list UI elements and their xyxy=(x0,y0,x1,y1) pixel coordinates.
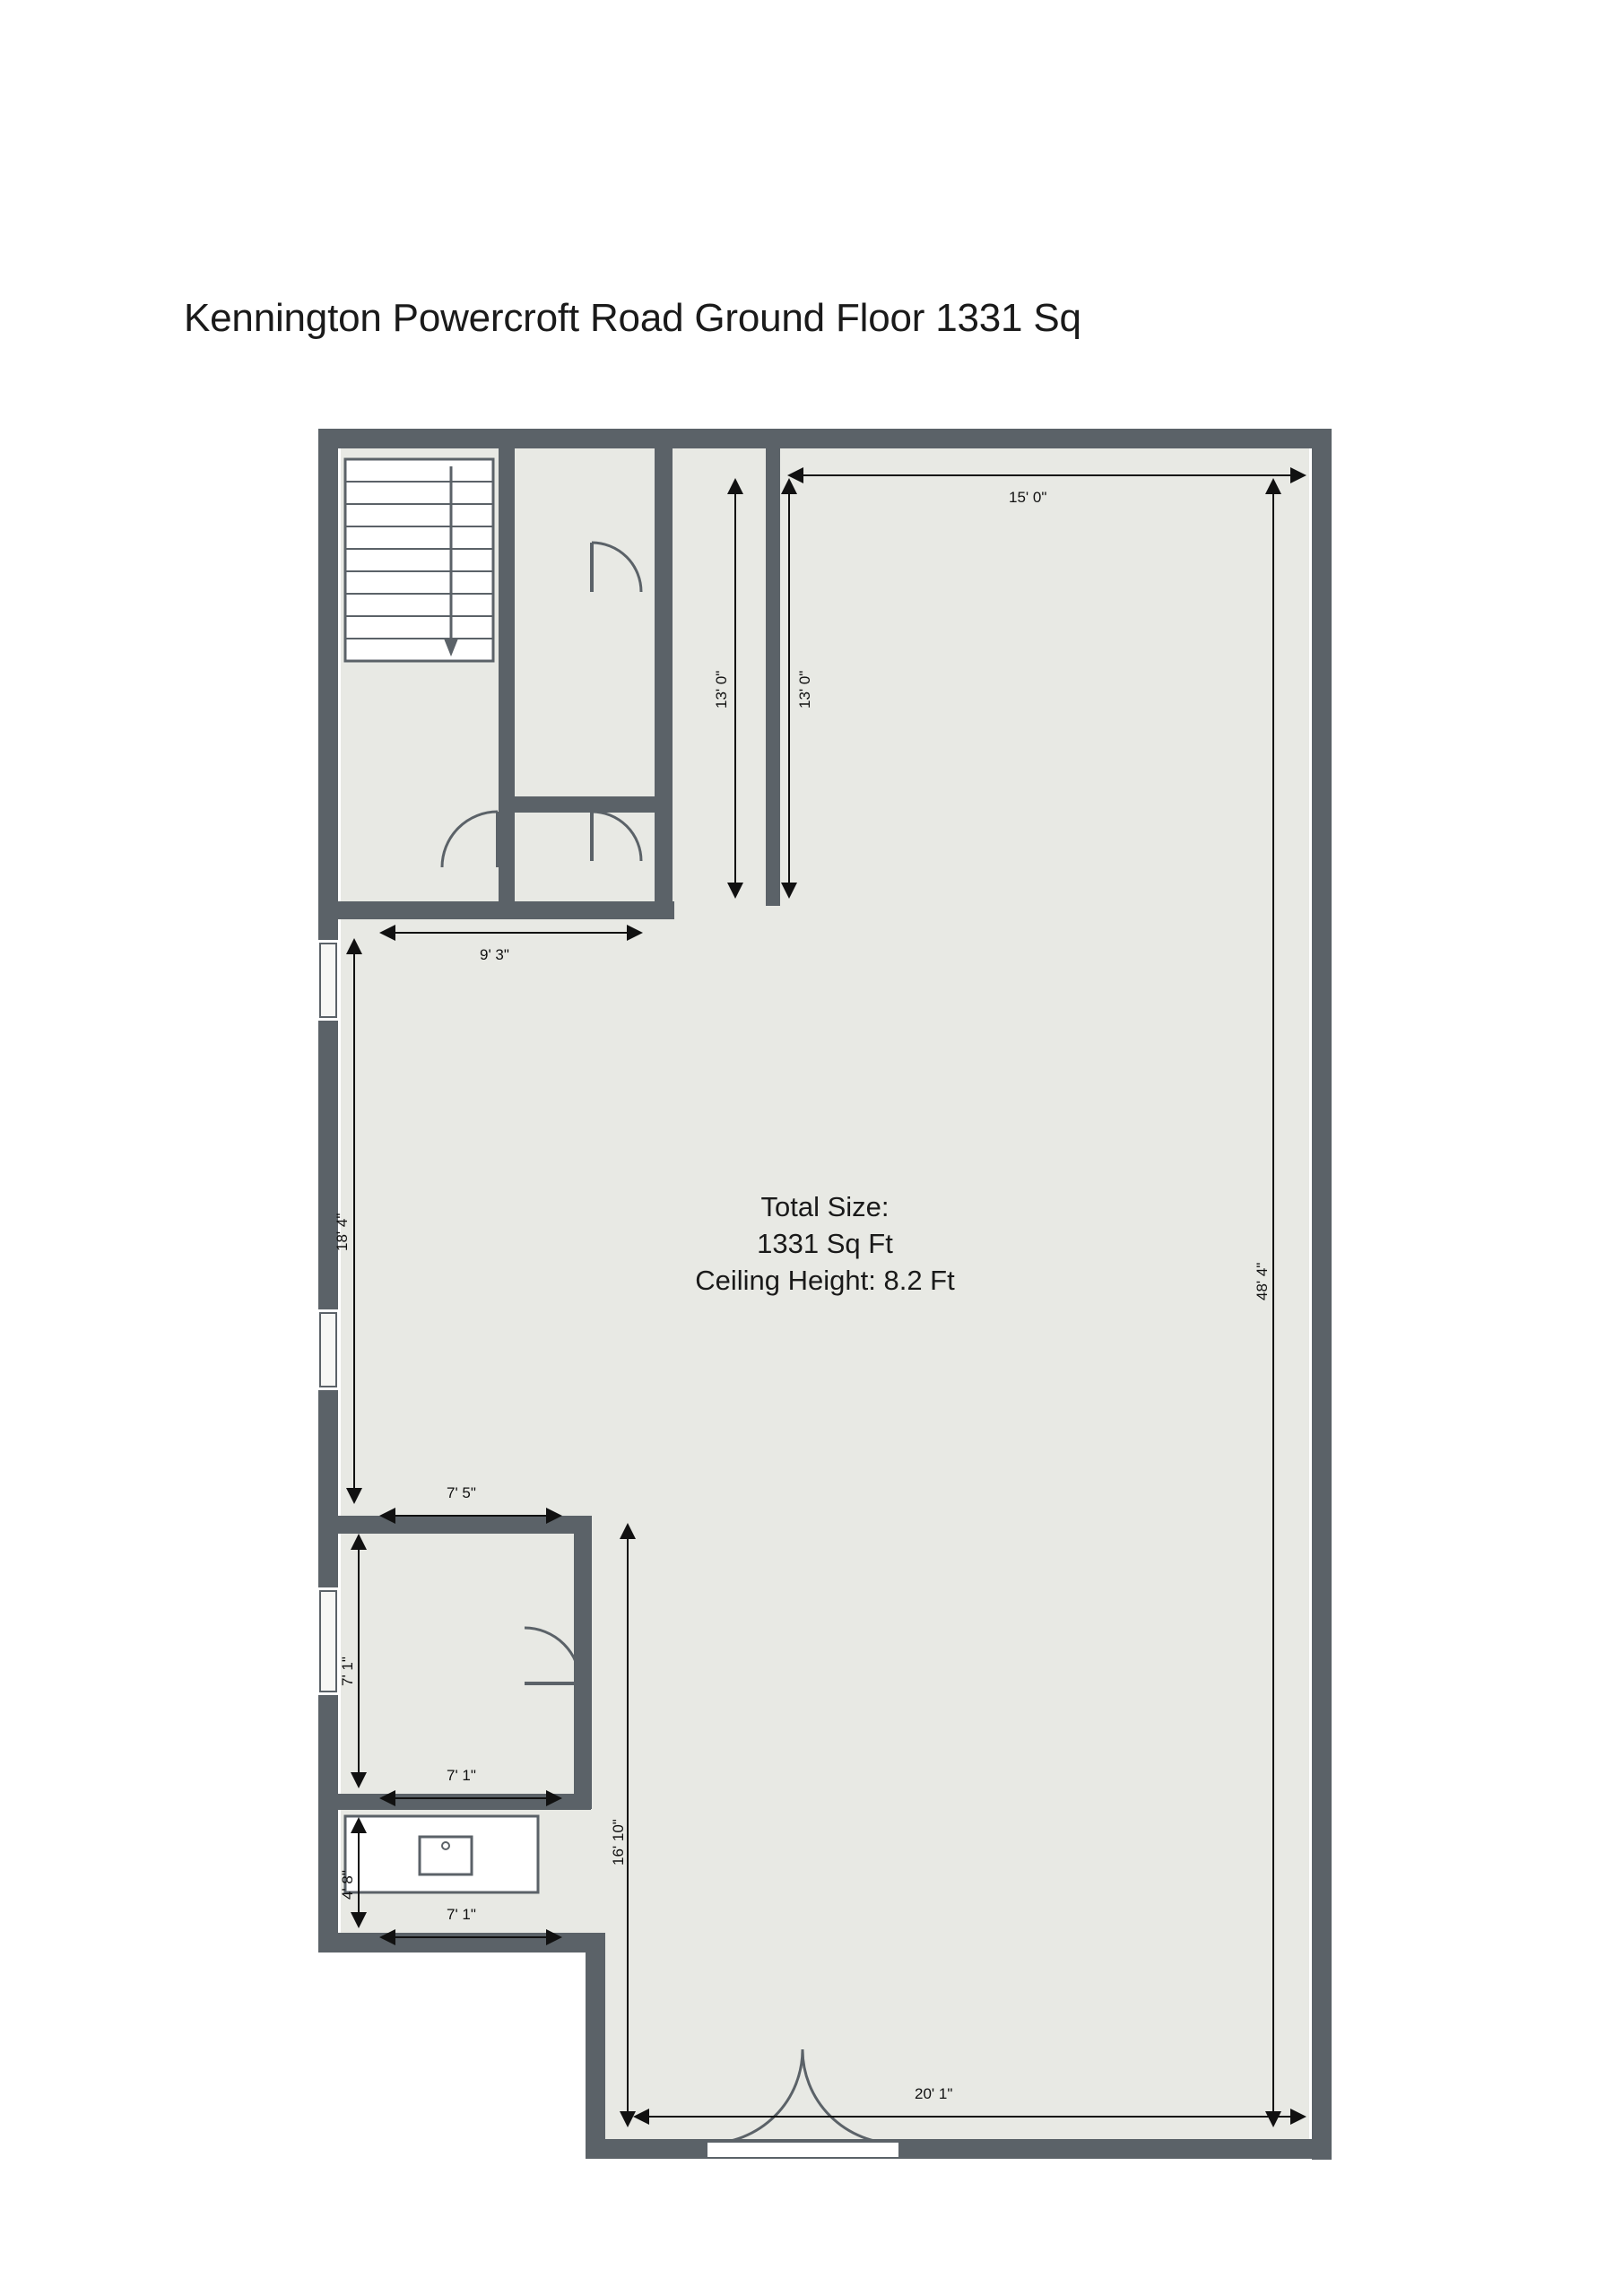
dimension-label-top-right-width: 15' 0" xyxy=(1009,489,1047,506)
dimension-label-bath-width: 7' 1" xyxy=(447,1906,476,1923)
dimension-label-room-depth: 13' 0" xyxy=(796,670,813,709)
dimension-label-lower-left-width-a: 7' 5" xyxy=(447,1484,476,1501)
dimension-label-right-total-height: 48' 4" xyxy=(1254,1262,1271,1300)
dimension-label-lower-room-width: 7' 1" xyxy=(447,1767,476,1784)
dimension-label-lower-room-height: 7' 1" xyxy=(339,1657,356,1686)
total-size-block xyxy=(619,1188,1031,1300)
ceiling-height-value: Ceiling Height: 8.2 Ft xyxy=(695,1265,955,1297)
dimension-label-bath-height: 4' 8" xyxy=(339,1870,356,1900)
dimension-label-lower-right-height: 16' 10" xyxy=(610,1819,627,1866)
page-title: Kennington Powercroft Road Ground Floor 1331 Sq xyxy=(184,296,1081,340)
total-size-label: Total Size: xyxy=(760,1191,890,1222)
dimension-label-upper-left-width: 9' 3" xyxy=(480,946,509,963)
dimension-label-bottom-width: 20' 1" xyxy=(915,2085,953,2102)
dimension-label-left-mid-height: 18' 4" xyxy=(334,1213,351,1251)
staircase xyxy=(345,459,493,661)
total-size-value: 1331 Sq Ft xyxy=(757,1228,893,1260)
dimension-label-hall-depth: 13' 0" xyxy=(713,670,730,709)
